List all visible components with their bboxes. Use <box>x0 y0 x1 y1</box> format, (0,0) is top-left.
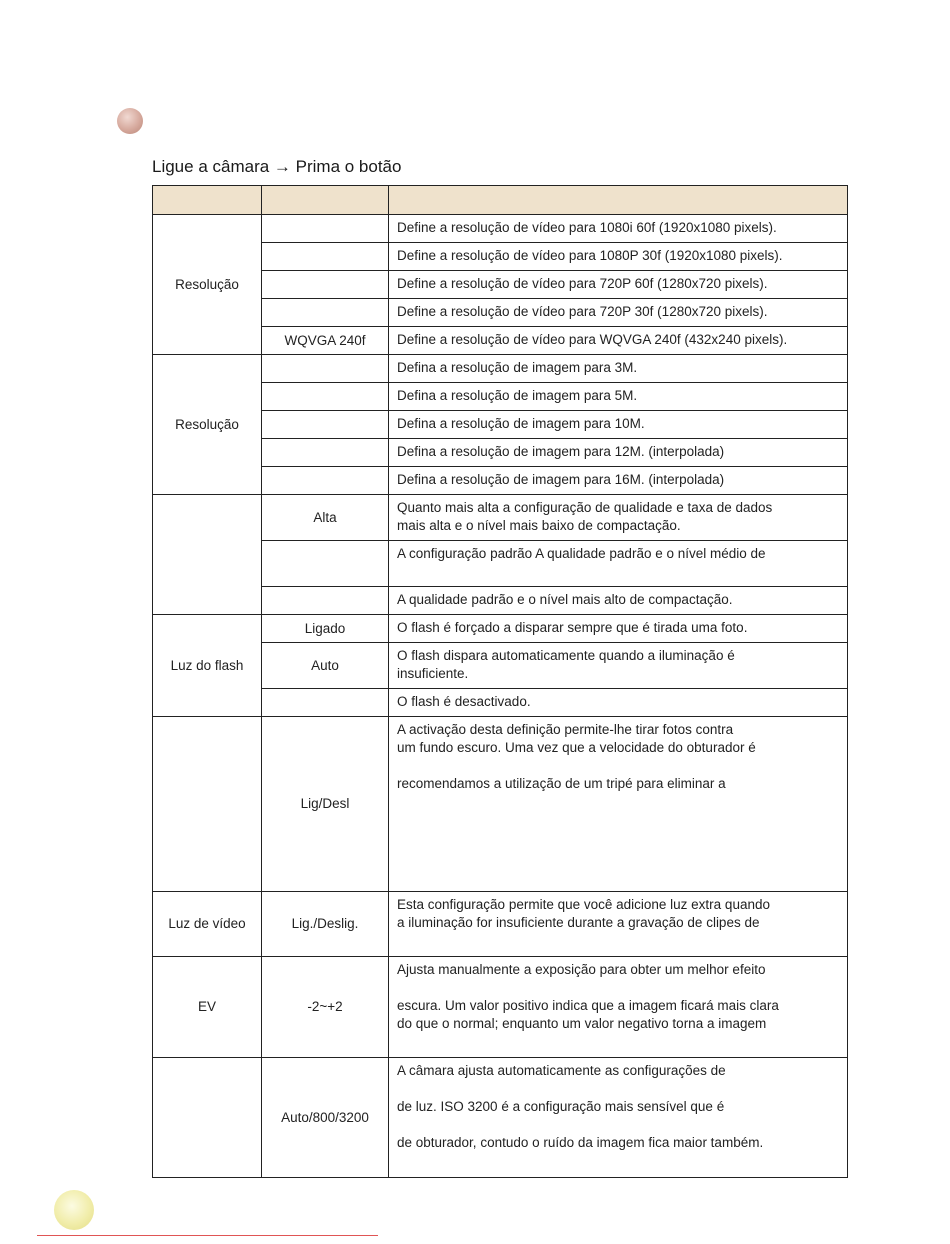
description-cell <box>389 957 848 1058</box>
description-cell <box>389 327 848 355</box>
option-cell <box>262 541 389 587</box>
description-line: escura. Um valor positivo indica que a imagem ficará mais clara <box>397 998 779 1013</box>
description-line: O flash é desactivado. <box>397 694 531 709</box>
option-cell: Auto/800/3200 <box>262 1058 389 1178</box>
description-cell <box>389 299 848 327</box>
option-cell: Auto <box>262 643 389 689</box>
table-row <box>153 892 848 957</box>
description-line: Define a resolução de vídeo para 1080P 30f (1920x1080 pixels). <box>397 248 783 263</box>
description-line: A configuração padrão A qualidade padrão e o nível médio de <box>397 546 766 561</box>
option-cell: -2~+2 <box>262 957 389 1058</box>
description-line: do que o normal; enquanto um valor negativo torna a imagem <box>397 1016 767 1031</box>
description-line: Esta configuração permite que você adicione luz extra quando <box>397 897 770 912</box>
section-bullet <box>117 108 143 134</box>
description-line: Define a resolução de vídeo para WQVGA 240f (432x240 pixels). <box>397 332 788 347</box>
header-cell-setting <box>153 186 262 215</box>
description-line: Defina a resolução de imagem para 3M. <box>397 360 638 375</box>
description-line: Define a resolução de vídeo para 1080i 60f (1920x1080 pixels). <box>397 220 777 235</box>
description-line: um fundo escuro. Uma vez que a velocidade do obturador é <box>397 740 756 755</box>
description-line: Quanto mais alta a configuração de qualidade e taxa de dados <box>397 500 773 515</box>
description-cell <box>389 243 848 271</box>
description-cell <box>389 215 848 243</box>
description-line: de luz. ISO 3200 é a configuração mais sensível que é <box>397 1099 725 1114</box>
description-cell <box>389 892 848 957</box>
description-gap <box>397 1080 847 1098</box>
description-cell <box>389 615 848 643</box>
settings-table <box>152 185 848 1178</box>
description-cell <box>389 439 848 467</box>
option-cell: WQVGA 240f <box>262 327 389 355</box>
description-cell <box>389 541 848 587</box>
option-cell: Alta <box>262 495 389 541</box>
description-gap <box>397 1116 847 1134</box>
option-cell <box>262 299 389 327</box>
option-cell <box>262 689 389 717</box>
setting-name-cell <box>153 1058 262 1178</box>
setting-name-cell <box>153 495 262 615</box>
description-cell <box>389 467 848 495</box>
description-line: Defina a resolução de imagem para 16M. (interpolada) <box>397 472 725 487</box>
description-line: Define a resolução de vídeo para 720P 60f (1280x720 pixels). <box>397 276 768 291</box>
description-line: Define a resolução de vídeo para 720P 30f (1280x720 pixels). <box>397 304 768 319</box>
option-cell <box>262 355 389 383</box>
description-line: insuficiente. <box>397 666 469 681</box>
description-line: recomendamos a utilização de um tripé para eliminar a <box>397 776 726 791</box>
setting-name-cell <box>153 717 262 892</box>
table-header-row <box>153 186 848 215</box>
option-cell <box>262 215 389 243</box>
description-cell <box>389 717 848 892</box>
description-line: mais alta e o nível mais baixo de compactação. <box>397 518 681 533</box>
description-line: a iluminação for insuficiente durante a gravação de clipes de <box>397 915 760 930</box>
description-gap <box>397 757 847 775</box>
table-row <box>153 957 848 1058</box>
setting-name-cell: Luz de vídeo <box>153 892 262 957</box>
option-cell <box>262 411 389 439</box>
page-number-circle <box>54 1190 94 1230</box>
description-line: Defina a resolução de imagem para 5M. <box>397 388 638 403</box>
description-gap <box>397 979 847 997</box>
description-cell <box>389 1058 848 1178</box>
description-cell <box>389 689 848 717</box>
description-cell <box>389 587 848 615</box>
option-cell: Lig/Desl <box>262 717 389 892</box>
option-cell: Lig./Deslig. <box>262 892 389 957</box>
table-row <box>153 355 848 383</box>
setting-name-cell: Resolução <box>153 215 262 355</box>
option-cell: Ligado <box>262 615 389 643</box>
intro-instruction: Ligue a câmara → Prima o botão <box>152 157 402 176</box>
table-row <box>153 615 848 643</box>
setting-name-cell: Resolução <box>153 355 262 495</box>
header-cell-description <box>389 186 848 215</box>
description-cell <box>389 383 848 411</box>
description-cell <box>389 643 848 689</box>
description-cell <box>389 495 848 541</box>
description-line: A qualidade padrão e o nível mais alto de compactação. <box>397 592 733 607</box>
description-line: O flash dispara automaticamente quando a iluminação é <box>397 648 735 663</box>
header-cell-option <box>262 186 389 215</box>
setting-name-cell: EV <box>153 957 262 1058</box>
description-cell <box>389 355 848 383</box>
option-cell <box>262 587 389 615</box>
description-cell <box>389 411 848 439</box>
option-cell <box>262 271 389 299</box>
description-line: A câmara ajusta automaticamente as configurações de <box>397 1063 726 1078</box>
option-cell <box>262 439 389 467</box>
description-line: Defina a resolução de imagem para 10M. <box>397 416 645 431</box>
description-line: Defina a resolução de imagem para 12M. (interpolada) <box>397 444 725 459</box>
table-row <box>153 1058 848 1178</box>
description-line: O flash é forçado a disparar sempre que é tirada uma foto. <box>397 620 748 635</box>
description-line: Ajusta manualmente a exposição para obter um melhor efeito <box>397 962 766 977</box>
option-cell <box>262 467 389 495</box>
description-line: de obturador, contudo o ruído da imagem fica maior também. <box>397 1135 764 1150</box>
option-cell <box>262 383 389 411</box>
table-row <box>153 717 848 892</box>
setting-name-cell: Luz do flash <box>153 615 262 717</box>
description-line: A activação desta definição permite-lhe tirar fotos contra <box>397 722 734 737</box>
table-row <box>153 215 848 243</box>
table-row <box>153 495 848 541</box>
settings-table-body <box>153 186 848 1178</box>
footer-rule <box>37 1235 378 1236</box>
option-cell <box>262 243 389 271</box>
description-cell <box>389 271 848 299</box>
